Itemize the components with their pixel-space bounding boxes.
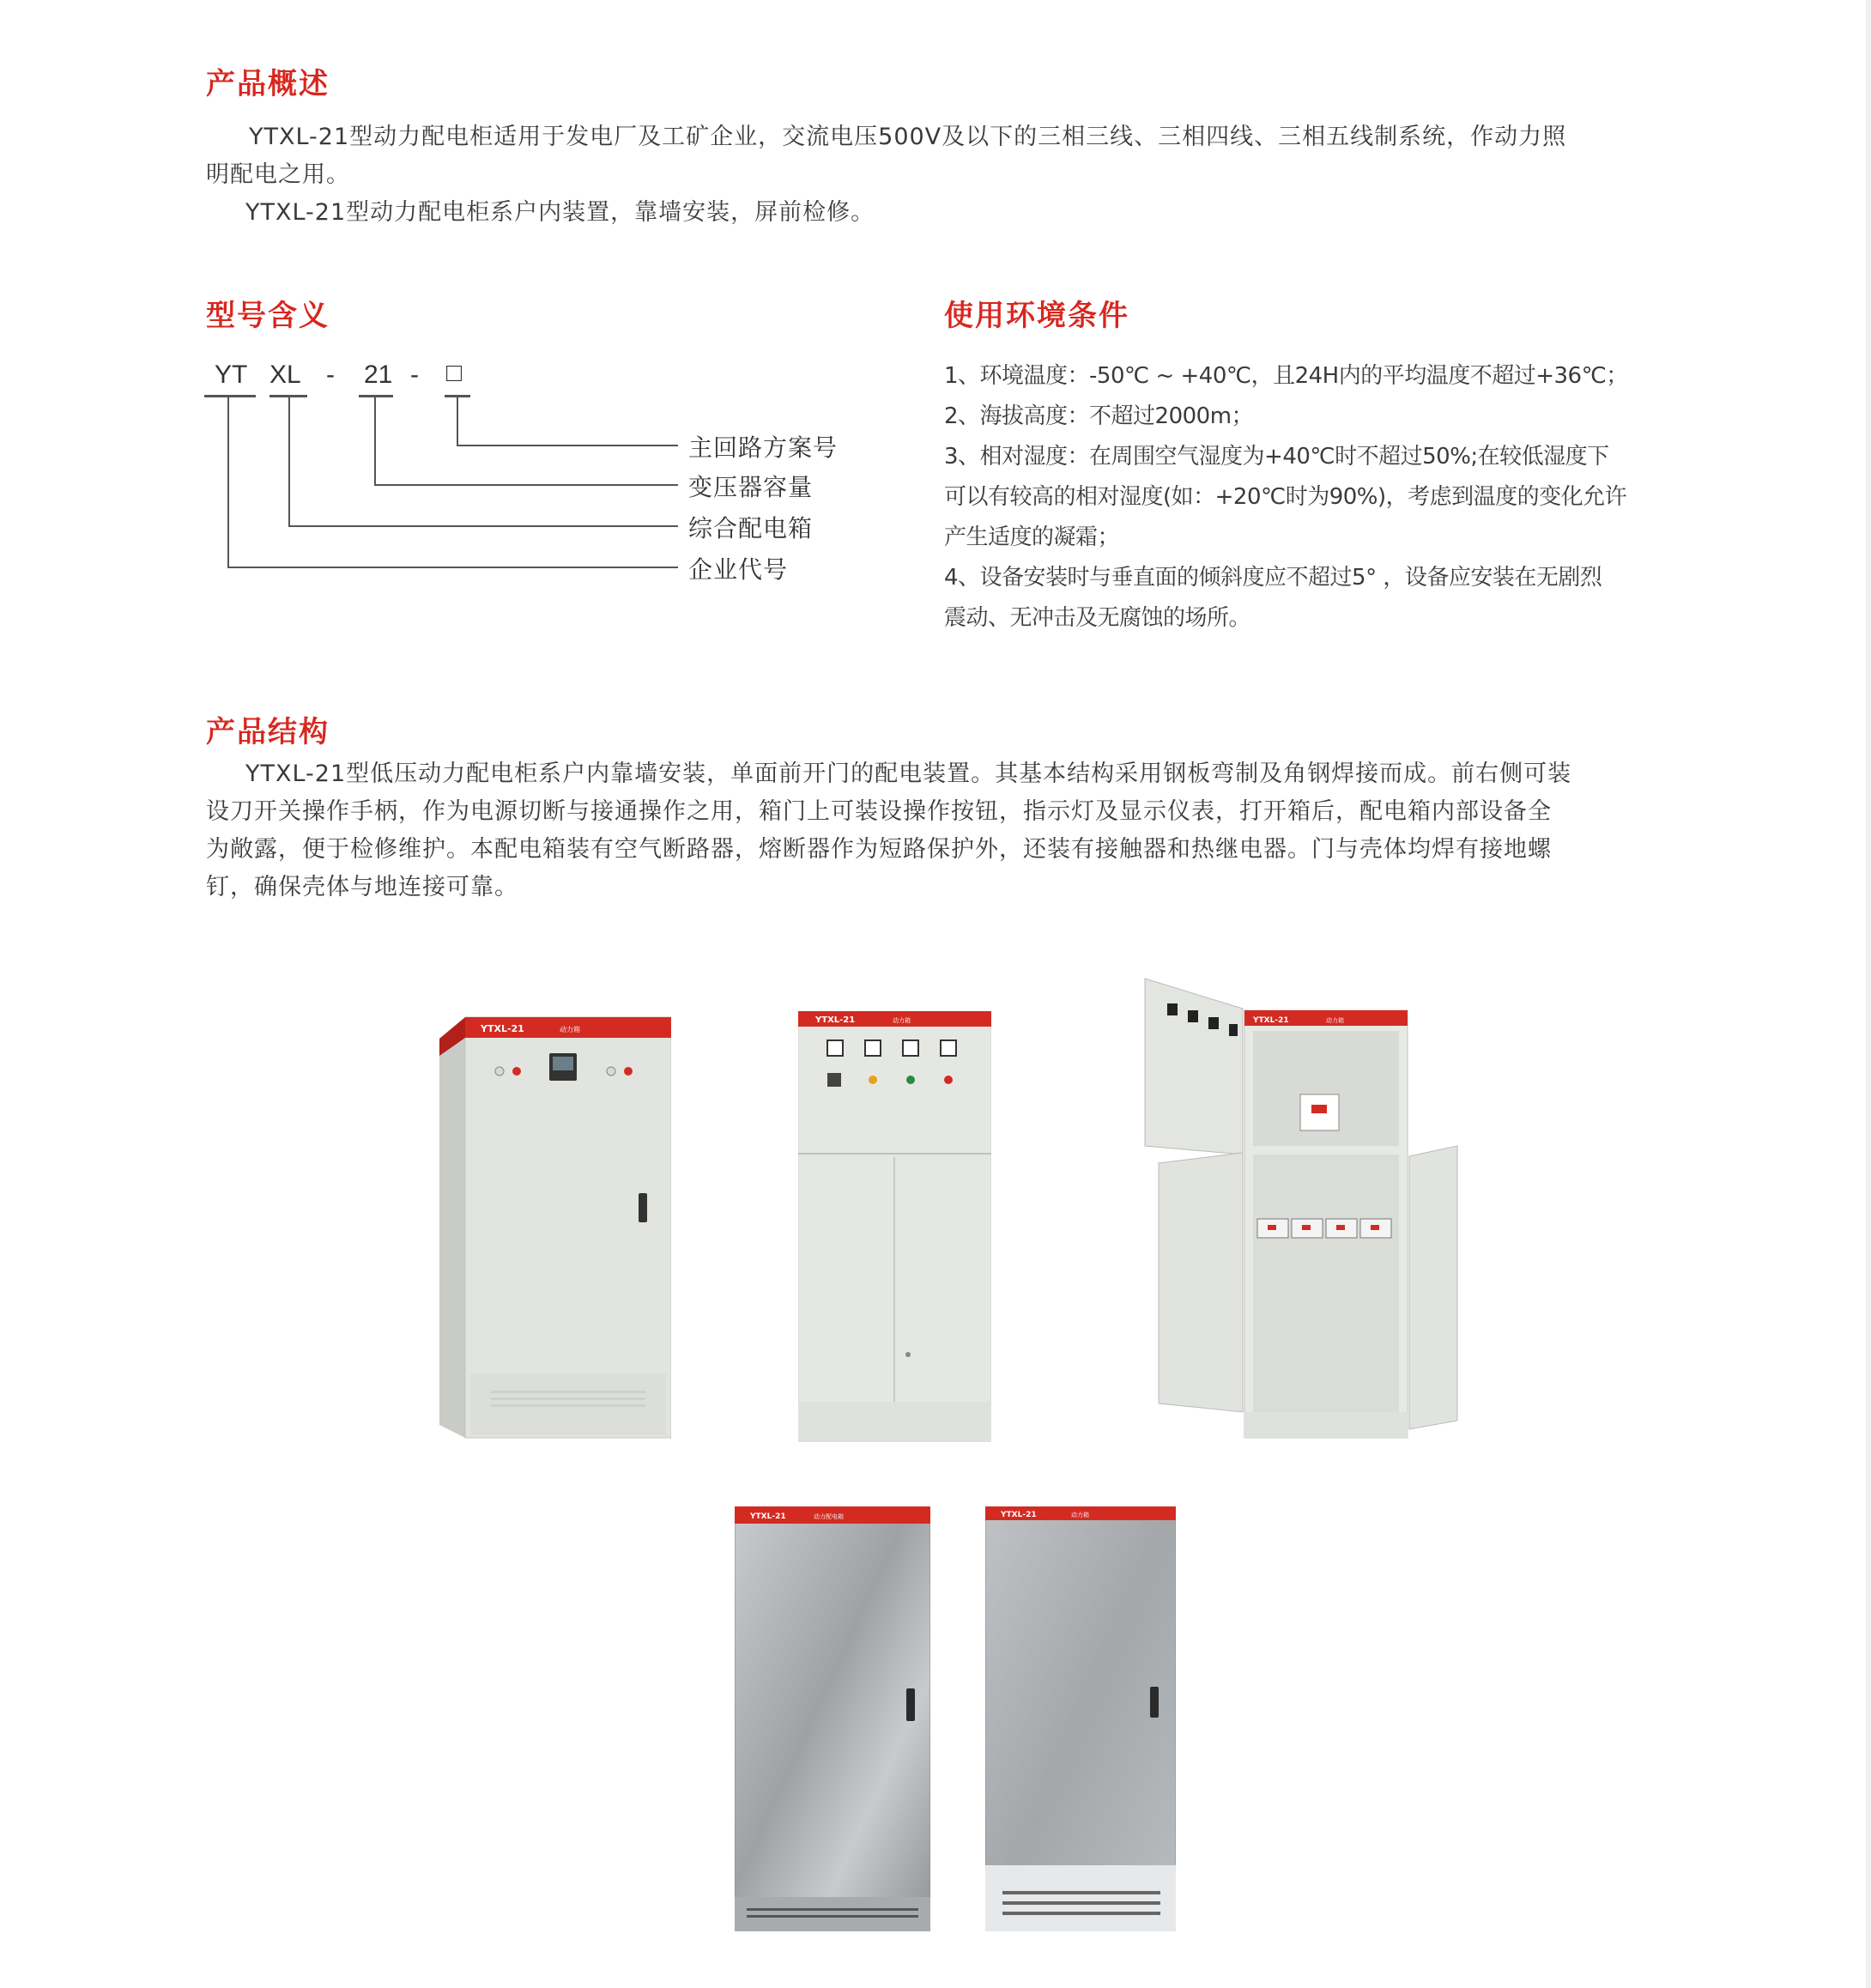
leader-v-box	[457, 397, 458, 446]
label-scheme: 主回路方案号	[688, 433, 839, 462]
leader-h-yt	[227, 567, 678, 568]
overview-paragraph-1-line-1: YTXL-21型动力配电柜适用于发电厂及工矿企业，交流电压500V及以下的三相三线、三相四线、三相五线制系统，作动力照	[249, 124, 1567, 150]
code-part-box: □	[446, 359, 463, 387]
underline-yt	[204, 395, 256, 397]
cabinet-image-5	[985, 1506, 1176, 1931]
env-line-7: 震动、无冲击及无腐蚀的场所。	[944, 605, 1251, 631]
label-box: 综合配电箱	[688, 514, 814, 542]
overview-title: 产品概述	[206, 67, 330, 101]
env-line-1: 1、环境温度：-50℃ ~ +40℃，且24H内的平均温度不超过+36℃；	[944, 363, 1628, 389]
cabinet-image-2	[798, 1011, 991, 1442]
env-line-5: 产生适度的凝霜；	[944, 524, 1120, 550]
env-line-2: 2、海拔高度：不超过2000m；	[944, 403, 1254, 429]
leader-v-xl	[288, 397, 290, 527]
cab4-label: YTXL-21	[750, 1512, 786, 1521]
underline-21	[359, 395, 393, 397]
env-line-3: 3、相对湿度：在周围空气湿度为+40℃时不超过50%;在较低湿度下	[944, 444, 1609, 470]
label-company: 企业代号	[688, 555, 789, 584]
overview-paragraph-2: YTXL-21型动力配电柜系户内装置，靠墙安装，屏前检修。	[245, 199, 875, 226]
code-part-yt: YT	[215, 361, 248, 389]
code-dash-2: -	[410, 361, 419, 389]
code-part-xl: XL	[269, 361, 301, 389]
cab3-sub: 动力箱	[1326, 1017, 1344, 1024]
cabinet-image-3	[1141, 974, 1459, 1442]
cabinet-image-1	[439, 1013, 671, 1442]
label-capacity: 变压器容量	[688, 473, 814, 501]
cab3-label: YTXL-21	[1253, 1016, 1289, 1025]
leader-v-21	[374, 397, 376, 486]
environment-title: 使用环境条件	[944, 299, 1129, 333]
leader-v-yt	[227, 397, 229, 568]
model-title: 型号含义	[206, 299, 330, 333]
cab4-sub: 动力配电箱	[814, 1513, 844, 1520]
structure-line-1: YTXL-21型低压动力配电柜系户内靠墙安装，单面前开门的配电装置。其基本结构采用钢板弯制及角钢焊接而成。前右侧可装	[245, 761, 1572, 787]
structure-title: 产品结构	[206, 715, 330, 749]
leader-h-xl	[288, 525, 678, 527]
cab5-label: YTXL-21	[1001, 1511, 1037, 1519]
cab2-sub: 动力箱	[893, 1017, 911, 1024]
overview-paragraph-1-line-2: 明配电之用。	[206, 161, 350, 188]
page-edge	[1866, 0, 1871, 1988]
structure-line-4: 钉，确保壳体与地连接可靠。	[206, 874, 518, 900]
code-part-21: 21	[364, 361, 393, 389]
structure-line-2: 设刀开关操作手柄，作为电源切断与接通操作之用，箱门上可装设操作按钮，指示灯及显示仪表，打开箱后，配电箱内部设备全	[206, 798, 1552, 825]
env-line-4: 可以有较高的相对湿度(如：+20℃时为90%)，考虑到温度的变化允许	[944, 484, 1627, 510]
structure-line-3: 为敞露，便于检修维护。本配电箱装有空气断路器，熔断器作为短路保护外，还装有接触器和热继电器。门与壳体均焊有接地螺	[206, 836, 1552, 863]
cab5-sub: 动力箱	[1071, 1512, 1089, 1518]
cab1-label: YTXL-21	[481, 1023, 524, 1034]
leader-h-21	[374, 484, 678, 486]
cabinet-image-4	[735, 1506, 930, 1931]
env-line-6: 4、设备安装时与垂直面的倾斜度应不超过5° ，设备应安装在无剧烈	[944, 565, 1602, 591]
cab2-label: YTXL-21	[815, 1015, 856, 1025]
cab1-sub: 动力箱	[560, 1026, 580, 1033]
leader-h-box	[457, 445, 678, 446]
code-dash-1: -	[326, 361, 335, 389]
